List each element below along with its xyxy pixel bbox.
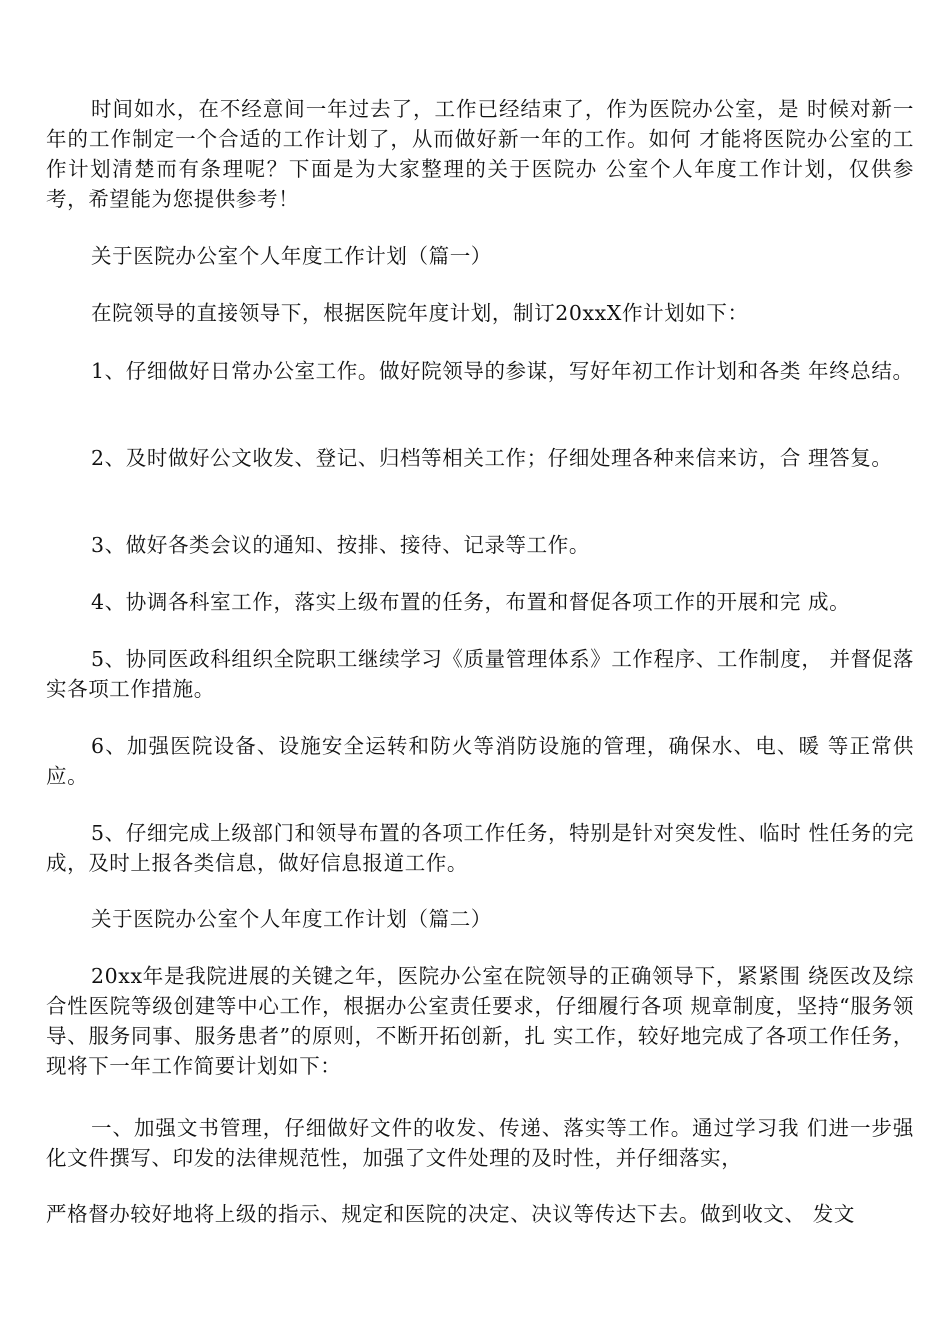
plan-item-1: 1、仔细做好日常办公室工作。做好院领导的参谋，写好年初工作计划和各类 年终总结。 xyxy=(91,359,914,383)
part-two-item-1: 一、加强文书管理，仔细做好文件的收发、传递、落实等工作。通过学习我 们进一步强化文件撰写、印发的法律规范性，加强了文件处理的及时性，并仔细落实， xyxy=(46,1116,914,1170)
section-heading-part-two: 关于医院办公室个人年度工作计划（篇二） xyxy=(91,907,492,931)
plan-item-7: 5、仔细完成上级部门和领导布置的各项工作任务，特别是针对突发性、临时 性任务的完成，及时上报各类信息，做好信息报道工作。 xyxy=(46,821,914,875)
plan-item-4: 4、协调各科室工作，落实上级布置的任务，布置和督促各项工作的开展和完 成。 xyxy=(91,590,851,614)
plan-item-6: 6、加强医院设备、设施安全运转和防火等消防设施的管理，确保水、电、暖 等正常供应。 xyxy=(46,734,914,788)
intro-paragraph: 时间如水，在不经意间一年过去了，工作已经结束了，作为医院办公室，是 时候对新一年的工作制定一个合适的工作计划了，从而做好新一年的工作。如何 才能将医院办公室的工作计划清楚而有条理呢？下面是为大家整理的关于医院办 公室个人年度工作计划，仅供参考，希望能为您提供参考！ xyxy=(46,97,914,211)
part-two-intro-paragraph: 20xx年是我院进展的关键之年，医院办公室在院领导的正确领导下，紧紧围 绕医改及综合性医院等级创建等中心工作，根据办公室责任要求，仔细履行各项 规章制度，坚持“服务领导、服务同事、服务患者”的原则，不断开拓创新，扎 实工作，较好地完成了各项工作任务，现将下一年工作简要计划如下： xyxy=(46,964,914,1078)
part-two-item-1-continued: 严格督办较好地将上级的指示、规定和医院的决定、决议等传达下去。做到收文、 发文 xyxy=(46,1202,855,1226)
plan-item-2: 2、及时做好公文收发、登记、归档等相关工作；仔细处理各种来信来访，合 理答复。 xyxy=(91,446,893,470)
plan-intro-paragraph: 在院领导的直接领导下，根据医院年度计划，制订20xxX作计划如下： xyxy=(91,301,749,325)
section-heading-part-one: 关于医院办公室个人年度工作计划（篇一） xyxy=(91,244,492,268)
plan-item-5: 5、协同医政科组织全院职工继续学习《质量管理体系》工作程序、工作制度， 并督促落实各项工作措施。 xyxy=(46,647,914,701)
plan-item-3: 3、做好各类会议的通知、按排、接待、记录等工作。 xyxy=(91,533,590,557)
